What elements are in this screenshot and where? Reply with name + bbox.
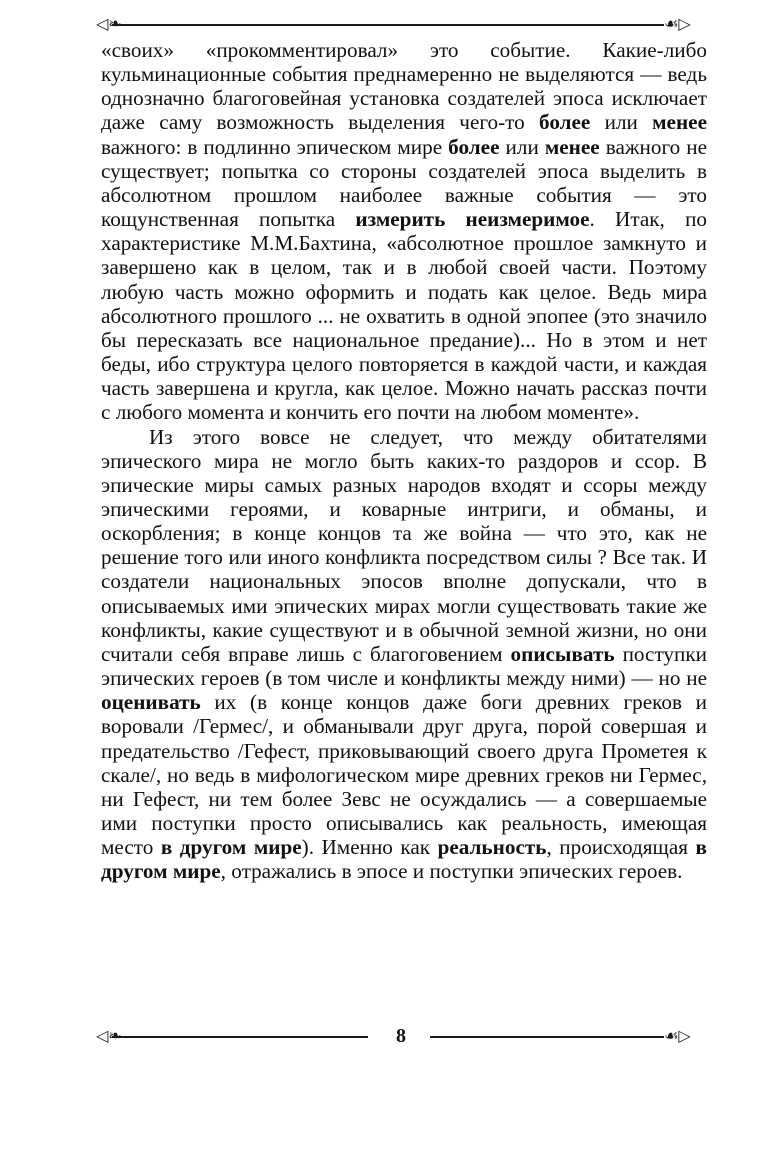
emphasis-less: менее	[652, 110, 707, 135]
paragraph-1	[101, 38, 707, 425]
paragraph-1-text: «своих» «прокомментировал» это событие. Какие-либо кульминационные события преднамеренно не выделяются — ведь однозначно благоговейная установка создателей эпоса исключает даже саму возможность выделения чего-то	[101, 38, 707, 135]
emphasis-measure-immeasurable: измерить неизмеримое	[355, 207, 590, 232]
paragraph-1-text: или	[590, 110, 653, 135]
paragraph-2-text: поступки эпических героев (в том числе и конфликты между ними) — но не	[101, 641, 707, 691]
emphasis-more: более	[539, 110, 591, 135]
paragraph-2-text: Из этого вовсе не следует, что между обитателями эпического мира не могло быть каких-то раздоров и ссор. В эпические миры самых разных народов входят и ссоры между эпическими героями, и коварные интриги, и обманы, и оскорбления; в конце концов та же война — что это, как не решение того или иного конфликта посредством силы ? Все так. И создатели национальных эпосов вполне допускали, что в описываемых ими эпических мирах могли существовать такие же конфликты, какие существуют и в обычной земной жизни, но они считали себя вправе лишь с благоговением	[101, 424, 707, 666]
emphasis-evaluate: оценивать	[101, 690, 201, 715]
bottom-left-ornament: ◁❧	[96, 1026, 122, 1045]
emphasis-other-world: в другом мире	[101, 835, 707, 884]
bottom-rule-right	[430, 1036, 664, 1038]
top-rule	[112, 24, 664, 26]
top-left-ornament: ◁❧	[96, 14, 122, 33]
page-number: 8	[396, 1025, 406, 1047]
bottom-rule-left	[112, 1036, 368, 1038]
paragraph-2-text: их (в конце концов даже боги древних греков и воровали /Гермес/, и обманывали друг друга, порой совершая и предательство /Гефест, приковывающий своего друга Прометея к скале/, но ведь в мифологическом мире древних греков ни Гермес, ни Гефест, ни тем более Зевс не осуждались — а совершаемые ими поступки просто описывались как реальность, имеющая место	[101, 690, 707, 860]
page-text	[101, 38, 707, 883]
emphasis-other-world: в другом мире	[160, 835, 302, 860]
emphasis-more: более	[448, 134, 500, 159]
paragraph-2-text: , происходящая	[546, 835, 696, 860]
paragraph-1-text: . Итак, по характеристике М.М.Бахтина, «абсолютное прошлое замкнуто и завершено как в целом, так и в любой своей части. Поэтому любую часть можно оформить и подать как целое. Ведь мира абсолютного прошлого ... не охватить в одной эпопее (это значило бы пересказать все национальное предание)... Но в этом и нет беды, ибо структура целого повторяется в каждой части, и каждая часть завершена и кругла, как целое. Можно начать рассказ почти с любого момента и кончить его почти на любом моменте».	[101, 207, 707, 425]
emphasis-less: менее	[544, 134, 600, 159]
top-right-ornament: ☙▷	[664, 14, 691, 33]
emphasis-describe: описывать	[510, 641, 615, 666]
paragraph-1-text: или	[499, 134, 545, 159]
paragraph-1-text: важного: в подлинно эпическом мире	[101, 134, 449, 159]
paragraph-1-text: важного не существует; попытка со стороны создателей эпоса выделить в абсолютном прошлом наиболее важные события — это кощунственная попытка	[101, 134, 707, 232]
bottom-right-ornament: ☙▷	[664, 1026, 691, 1045]
paragraph-2	[101, 425, 707, 884]
paragraph-2-text: , отражались в эпосе и поступки эпических героев.	[220, 859, 683, 884]
paragraph-2-text: ). Именно как	[301, 835, 438, 860]
emphasis-reality: реальность	[437, 835, 547, 860]
